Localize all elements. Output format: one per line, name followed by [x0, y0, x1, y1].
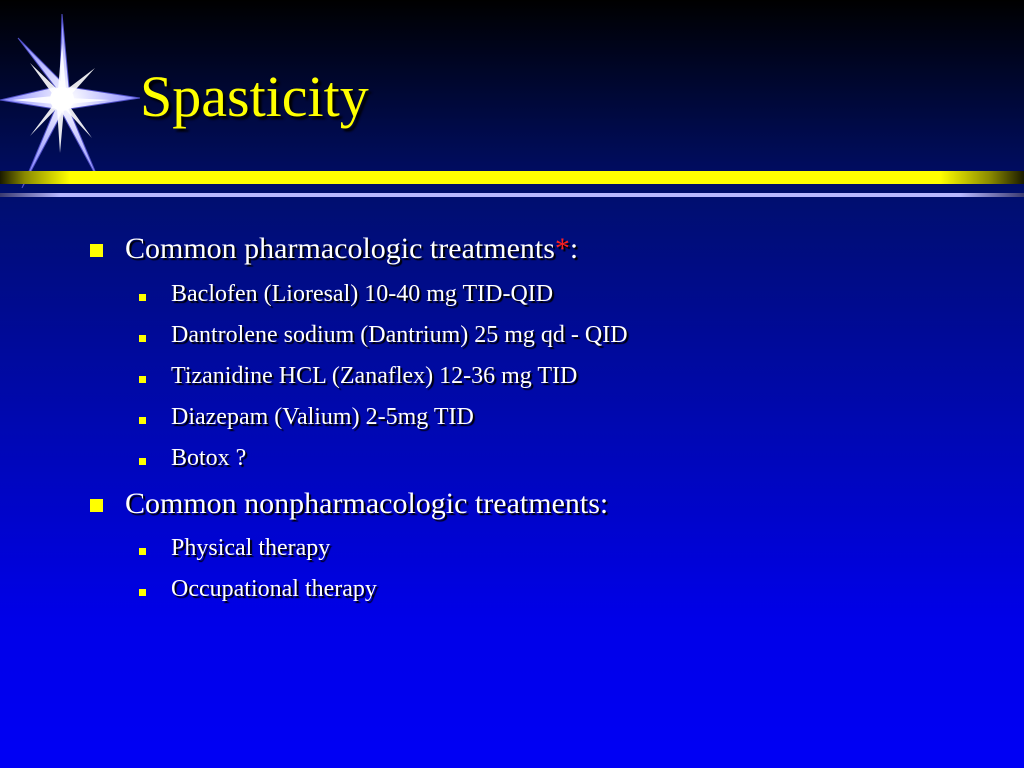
list-item: Tizanidine HCL (Zanaflex) 12-36 mg TID [171, 363, 578, 389]
starburst-icon [0, 8, 140, 188]
list-item: Physical therapy [171, 535, 331, 561]
list-item: Diazepam (Valium) 2-5mg TID [171, 404, 474, 430]
section-heading-nonpharmacologic: Common nonpharmacologic treatments: [125, 487, 609, 520]
sub-bullet-square-icon [139, 417, 146, 424]
bullet-square-icon [90, 244, 103, 257]
sub-bullet-square-icon [139, 548, 146, 555]
section-heading-pharmacologic [125, 232, 578, 266]
footnote-asterisk: * [554, 232, 570, 265]
list-item: Botox ? [171, 445, 247, 471]
list-item: Baclofen (Lioresal) 10-40 mg TID-QID [171, 281, 554, 307]
list-item: Dantrolene sodium (Dantrium) 25 mg qd - QID [171, 322, 628, 348]
sub-bullet-square-icon [139, 376, 146, 383]
slide-title: Spasticity [140, 64, 369, 129]
title-divider-yellow [0, 171, 1024, 184]
sub-bullet-square-icon [139, 458, 146, 465]
heading-colon: : [569, 232, 579, 265]
list-item: Occupational therapy [171, 576, 377, 602]
title-divider-lavender [0, 193, 1024, 197]
sub-bullet-square-icon [139, 589, 146, 596]
bullet-square-icon [90, 499, 103, 512]
sub-bullet-square-icon [139, 294, 146, 301]
sub-bullet-square-icon [139, 335, 146, 342]
section-heading-text: Common pharmacologic treatments [125, 232, 555, 265]
